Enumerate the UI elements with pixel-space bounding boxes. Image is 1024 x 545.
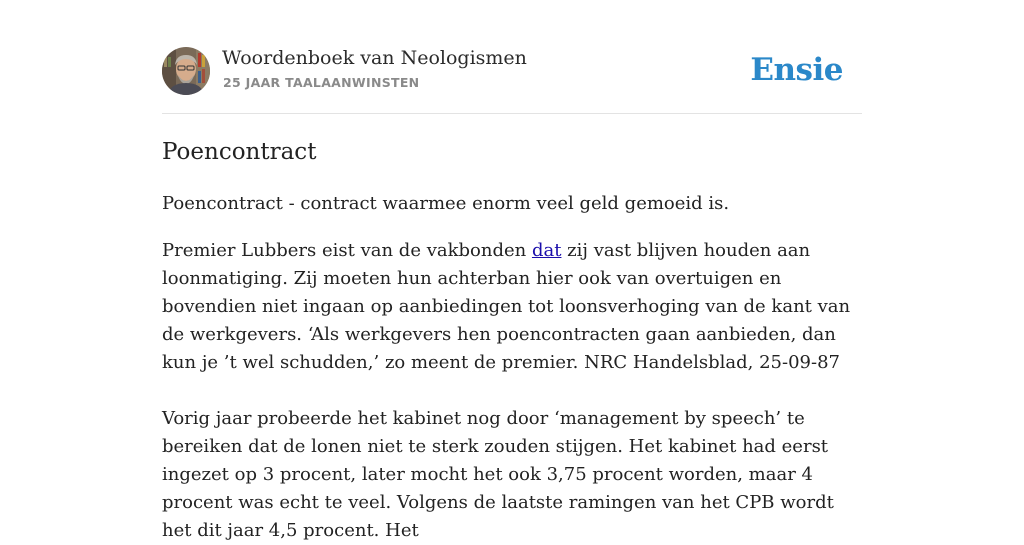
link-dat[interactable]: dat — [531, 240, 562, 261]
page — [162, 0, 862, 541]
site-header — [162, 0, 862, 114]
avatar[interactable] — [162, 47, 210, 95]
entry-title: Poencontract — [162, 139, 317, 165]
site-subtitle: 25 JAAR TAALAANWINSTEN — [223, 75, 420, 90]
author-portrait-icon — [162, 47, 210, 95]
site-title[interactable]: Woordenboek van Neologismen — [222, 47, 527, 69]
quote-paragraph-2: Vorig jaar probeerde het kabinet nog door ‘management by speech’ te bereiken dat de lonen niet te sterk zouden stijgen. Het kabinet had eerst ingezet op 3 procent, later mocht het ook 3,75 procent worden, maar 4 procent was echt te veel. Volgens de laatste ramingen van het CPB wordt het dit jaar 4,5 procent. Het — [162, 408, 834, 541]
ensie-logo[interactable]: Ensie — [750, 52, 843, 88]
quote-1-text-after: zij vast blijven houden aan loonmatiging. Zij moeten hun achterban hier ook van overtuigen en bovendien niet ingaan op aanbiedingen tot loonsverhoging van de kant van de werkgevers. ‘Als werkgevers hen poencontracten gaan aanbieden, dan kun je ’t wel schudden,’ zo meent de premier. NRC Handelsblad, 25-09-87 — [162, 240, 851, 373]
quote-1-text-before: Premier Lubbers eist van de vakbonden — [162, 240, 532, 261]
quote-paragraph-1 — [162, 237, 862, 377]
entry-quotes — [162, 237, 862, 545]
entry-definition: Poencontract - contract waarmee enorm veel geld gemoeid is. — [162, 193, 730, 214]
